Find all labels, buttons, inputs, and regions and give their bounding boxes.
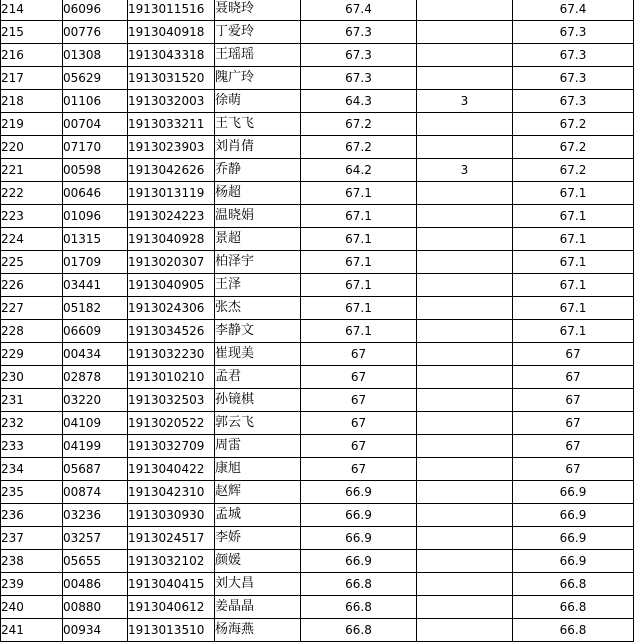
rank-cell: 229 — [1, 343, 63, 366]
rank-cell: 216 — [1, 44, 63, 67]
written-score-cell: 66.8 — [301, 573, 417, 596]
bonus-points-cell — [417, 228, 513, 251]
table-body — [1, 0, 634, 642]
total-score-cell: 67.1 — [513, 228, 634, 251]
table-row — [1, 320, 634, 343]
ticket-number-cell: 1913032230 — [128, 343, 215, 366]
written-score-cell: 66.8 — [301, 596, 417, 619]
ticket-number-cell: 1913031520 — [128, 67, 215, 90]
rank-cell: 224 — [1, 228, 63, 251]
bonus-points-cell — [417, 320, 513, 343]
name-cell: 温晓娟 — [215, 205, 301, 228]
written-score-cell: 67.3 — [301, 21, 417, 44]
bonus-points-cell: 3 — [417, 159, 513, 182]
total-score-cell: 66.9 — [513, 481, 634, 504]
written-score-cell: 67.1 — [301, 228, 417, 251]
seat-number-cell: 03257 — [63, 527, 128, 550]
ticket-number-cell: 1913030930 — [128, 504, 215, 527]
written-score-cell: 67 — [301, 458, 417, 481]
table-row — [1, 343, 634, 366]
bonus-points-cell — [417, 596, 513, 619]
written-score-cell: 67 — [301, 389, 417, 412]
bonus-points-cell — [417, 481, 513, 504]
seat-number-cell: 07170 — [63, 136, 128, 159]
bonus-points-cell — [417, 412, 513, 435]
seat-number-cell: 00598 — [63, 159, 128, 182]
name-cell: 隗广玲 — [215, 67, 301, 90]
total-score-cell: 67 — [513, 389, 634, 412]
rank-cell: 234 — [1, 458, 63, 481]
written-score-cell: 67.2 — [301, 113, 417, 136]
seat-number-cell: 05687 — [63, 458, 128, 481]
written-score-cell: 67.1 — [301, 182, 417, 205]
written-score-cell: 64.2 — [301, 159, 417, 182]
written-score-cell: 67.1 — [301, 297, 417, 320]
written-score-cell: 67.1 — [301, 320, 417, 343]
written-score-cell: 67.1 — [301, 274, 417, 297]
seat-number-cell: 00704 — [63, 113, 128, 136]
name-cell: 李娇 — [215, 527, 301, 550]
table-row — [1, 435, 634, 458]
name-cell: 刘大昌 — [215, 573, 301, 596]
bonus-points-cell — [417, 573, 513, 596]
table-row — [1, 67, 634, 90]
rank-cell: 237 — [1, 527, 63, 550]
name-cell: 李静文 — [215, 320, 301, 343]
ticket-number-cell: 1913020522 — [128, 412, 215, 435]
seat-number-cell: 00934 — [63, 619, 128, 642]
written-score-cell: 67 — [301, 412, 417, 435]
ticket-number-cell: 1913043318 — [128, 44, 215, 67]
bonus-points-cell — [417, 136, 513, 159]
total-score-cell: 67.1 — [513, 320, 634, 343]
name-cell: 孟城 — [215, 504, 301, 527]
name-cell: 丁爱玲 — [215, 21, 301, 44]
total-score-cell: 66.8 — [513, 573, 634, 596]
table-row — [1, 596, 634, 619]
table-row — [1, 21, 634, 44]
written-score-cell: 67.1 — [301, 205, 417, 228]
table-row — [1, 412, 634, 435]
ticket-number-cell: 1913032503 — [128, 389, 215, 412]
bonus-points-cell — [417, 113, 513, 136]
ticket-number-cell: 1913042626 — [128, 159, 215, 182]
rank-cell: 240 — [1, 596, 63, 619]
name-cell: 郭云飞 — [215, 412, 301, 435]
rank-cell: 220 — [1, 136, 63, 159]
bonus-points-cell — [417, 343, 513, 366]
seat-number-cell: 03236 — [63, 504, 128, 527]
name-cell: 王飞飞 — [215, 113, 301, 136]
rank-cell: 233 — [1, 435, 63, 458]
bonus-points-cell — [417, 0, 513, 21]
name-cell: 孟君 — [215, 366, 301, 389]
table-row — [1, 527, 634, 550]
total-score-cell: 67 — [513, 458, 634, 481]
written-score-cell: 67 — [301, 343, 417, 366]
seat-number-cell: 00880 — [63, 596, 128, 619]
written-score-cell: 67.4 — [301, 0, 417, 21]
seat-number-cell: 03220 — [63, 389, 128, 412]
bonus-points-cell — [417, 435, 513, 458]
rank-cell: 225 — [1, 251, 63, 274]
name-cell: 颜媛 — [215, 550, 301, 573]
ticket-number-cell: 1913024306 — [128, 297, 215, 320]
table-row — [1, 205, 634, 228]
rank-cell: 218 — [1, 90, 63, 113]
rank-cell: 239 — [1, 573, 63, 596]
seat-number-cell: 00874 — [63, 481, 128, 504]
bonus-points-cell — [417, 619, 513, 642]
ticket-number-cell: 1913013510 — [128, 619, 215, 642]
written-score-cell: 67 — [301, 366, 417, 389]
seat-number-cell: 05182 — [63, 297, 128, 320]
seat-number-cell: 01106 — [63, 90, 128, 113]
bonus-points-cell — [417, 21, 513, 44]
ticket-number-cell: 1913032003 — [128, 90, 215, 113]
total-score-cell: 67.2 — [513, 159, 634, 182]
seat-number-cell: 01308 — [63, 44, 128, 67]
seat-number-cell: 03441 — [63, 274, 128, 297]
ticket-number-cell: 1913020307 — [128, 251, 215, 274]
total-score-cell: 67.1 — [513, 297, 634, 320]
bonus-points-cell — [417, 504, 513, 527]
table-row — [1, 504, 634, 527]
bonus-points-cell — [417, 366, 513, 389]
seat-number-cell: 05655 — [63, 550, 128, 573]
total-score-cell: 67 — [513, 343, 634, 366]
ticket-number-cell: 1913024517 — [128, 527, 215, 550]
total-score-cell: 67.3 — [513, 21, 634, 44]
total-score-cell: 67.4 — [513, 0, 634, 21]
name-cell: 张杰 — [215, 297, 301, 320]
bonus-points-cell — [417, 550, 513, 573]
ticket-number-cell: 1913034526 — [128, 320, 215, 343]
rank-cell: 235 — [1, 481, 63, 504]
name-cell: 聂晓玲 — [215, 0, 301, 21]
total-score-cell: 67.1 — [513, 205, 634, 228]
seat-number-cell: 00776 — [63, 21, 128, 44]
seat-number-cell: 00486 — [63, 573, 128, 596]
ticket-number-cell: 1913010210 — [128, 366, 215, 389]
ticket-number-cell: 1913013119 — [128, 182, 215, 205]
table-row — [1, 297, 634, 320]
seat-number-cell: 00646 — [63, 182, 128, 205]
rank-cell: 221 — [1, 159, 63, 182]
rank-cell: 236 — [1, 504, 63, 527]
ticket-number-cell: 1913033211 — [128, 113, 215, 136]
total-score-cell: 67.3 — [513, 90, 634, 113]
bonus-points-cell — [417, 458, 513, 481]
total-score-cell: 67.1 — [513, 251, 634, 274]
name-cell: 乔静 — [215, 159, 301, 182]
total-score-cell: 67.2 — [513, 113, 634, 136]
table-row — [1, 44, 634, 67]
ticket-number-cell: 1913040918 — [128, 21, 215, 44]
name-cell: 孙镜棋 — [215, 389, 301, 412]
table-row — [1, 573, 634, 596]
seat-number-cell: 06096 — [63, 0, 128, 21]
ticket-number-cell: 1913024223 — [128, 205, 215, 228]
table-row — [1, 251, 634, 274]
total-score-cell: 66.8 — [513, 619, 634, 642]
bonus-points-cell — [417, 527, 513, 550]
bonus-points-cell — [417, 297, 513, 320]
table-row — [1, 619, 634, 642]
name-cell: 姜晶晶 — [215, 596, 301, 619]
total-score-cell: 66.9 — [513, 550, 634, 573]
ticket-number-cell: 1913023903 — [128, 136, 215, 159]
rank-cell: 231 — [1, 389, 63, 412]
written-score-cell: 67.2 — [301, 136, 417, 159]
seat-number-cell: 06609 — [63, 320, 128, 343]
written-score-cell: 66.8 — [301, 619, 417, 642]
name-cell: 赵辉 — [215, 481, 301, 504]
table-row — [1, 228, 634, 251]
table-row — [1, 550, 634, 573]
rank-cell: 230 — [1, 366, 63, 389]
total-score-cell: 67 — [513, 412, 634, 435]
name-cell: 杨超 — [215, 182, 301, 205]
name-cell: 柏泽宇 — [215, 251, 301, 274]
total-score-cell: 67.1 — [513, 274, 634, 297]
rank-cell: 214 — [1, 0, 63, 21]
total-score-cell: 67.3 — [513, 67, 634, 90]
ticket-number-cell: 1913040612 — [128, 596, 215, 619]
seat-number-cell: 04109 — [63, 412, 128, 435]
total-score-cell: 67.1 — [513, 182, 634, 205]
name-cell: 周雷 — [215, 435, 301, 458]
table-row — [1, 481, 634, 504]
table-row — [1, 136, 634, 159]
ticket-number-cell: 1913032709 — [128, 435, 215, 458]
bonus-points-cell — [417, 182, 513, 205]
name-cell: 王瑶瑶 — [215, 44, 301, 67]
name-cell: 康旭 — [215, 458, 301, 481]
written-score-cell: 64.3 — [301, 90, 417, 113]
seat-number-cell: 01096 — [63, 205, 128, 228]
rank-cell: 217 — [1, 67, 63, 90]
bonus-points-cell — [417, 205, 513, 228]
name-cell: 王泽 — [215, 274, 301, 297]
total-score-cell: 66.9 — [513, 527, 634, 550]
total-score-cell: 66.9 — [513, 504, 634, 527]
ticket-number-cell: 1913040905 — [128, 274, 215, 297]
name-cell: 徐萌 — [215, 90, 301, 113]
total-score-cell: 66.8 — [513, 596, 634, 619]
ticket-number-cell: 1913011516 — [128, 0, 215, 21]
ticket-number-cell: 1913040415 — [128, 573, 215, 596]
rank-cell: 241 — [1, 619, 63, 642]
ticket-number-cell: 1913040928 — [128, 228, 215, 251]
bonus-points-cell — [417, 44, 513, 67]
total-score-cell: 67.2 — [513, 136, 634, 159]
rank-cell: 238 — [1, 550, 63, 573]
rank-cell: 219 — [1, 113, 63, 136]
rank-cell: 228 — [1, 320, 63, 343]
rank-cell: 215 — [1, 21, 63, 44]
ticket-number-cell: 1913032102 — [128, 550, 215, 573]
ticket-number-cell: 1913042310 — [128, 481, 215, 504]
table-row — [1, 0, 634, 21]
bonus-points-cell — [417, 389, 513, 412]
total-score-cell: 67.3 — [513, 44, 634, 67]
table-row — [1, 389, 634, 412]
written-score-cell: 67.3 — [301, 67, 417, 90]
table-row — [1, 182, 634, 205]
name-cell: 崔现美 — [215, 343, 301, 366]
written-score-cell: 67 — [301, 435, 417, 458]
rank-cell: 227 — [1, 297, 63, 320]
bonus-points-cell: 3 — [417, 90, 513, 113]
bonus-points-cell — [417, 251, 513, 274]
table-row — [1, 366, 634, 389]
written-score-cell: 66.9 — [301, 550, 417, 573]
seat-number-cell: 05629 — [63, 67, 128, 90]
rank-cell: 226 — [1, 274, 63, 297]
bonus-points-cell — [417, 67, 513, 90]
ticket-number-cell: 1913040422 — [128, 458, 215, 481]
table-row — [1, 113, 634, 136]
written-score-cell: 66.9 — [301, 527, 417, 550]
table-row — [1, 274, 634, 297]
rank-cell: 223 — [1, 205, 63, 228]
seat-number-cell: 00434 — [63, 343, 128, 366]
bonus-points-cell — [417, 274, 513, 297]
table-row — [1, 159, 634, 182]
rank-cell: 232 — [1, 412, 63, 435]
name-cell: 景超 — [215, 228, 301, 251]
table-row — [1, 90, 634, 113]
total-score-cell: 67 — [513, 366, 634, 389]
written-score-cell: 66.9 — [301, 504, 417, 527]
seat-number-cell: 02878 — [63, 366, 128, 389]
seat-number-cell: 04199 — [63, 435, 128, 458]
total-score-cell: 67 — [513, 435, 634, 458]
seat-number-cell: 01315 — [63, 228, 128, 251]
written-score-cell: 67.3 — [301, 44, 417, 67]
name-cell: 刘肖倩 — [215, 136, 301, 159]
table-row — [1, 458, 634, 481]
written-score-cell: 67.1 — [301, 251, 417, 274]
name-cell: 杨海燕 — [215, 619, 301, 642]
written-score-cell: 66.9 — [301, 481, 417, 504]
rank-cell: 222 — [1, 182, 63, 205]
seat-number-cell: 01709 — [63, 251, 128, 274]
